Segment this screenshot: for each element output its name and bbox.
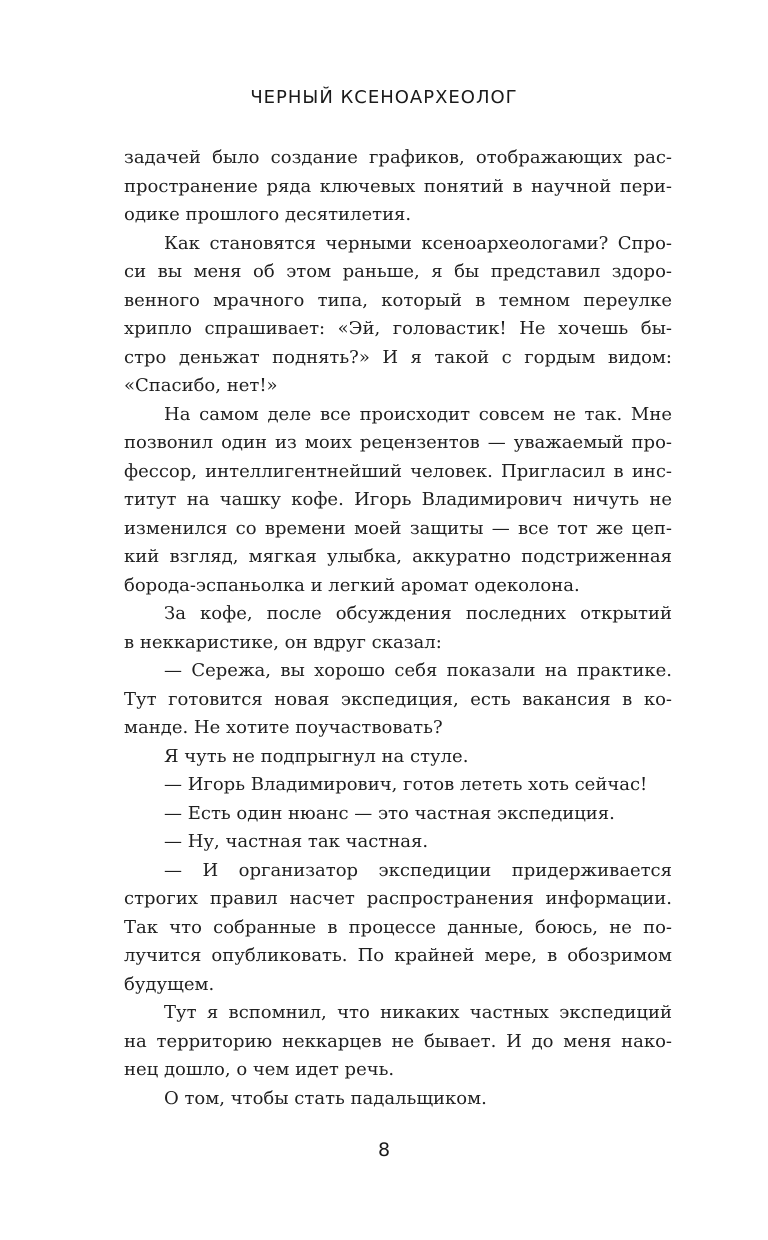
text-line: будущем.: [124, 973, 215, 995]
body-text: [124, 144, 672, 1113]
text-line: Тут я вспомнил, что никаких частных экспедиций: [164, 1002, 672, 1023]
text-line: Я чуть не подпрыгнул на стуле.: [164, 745, 469, 767]
text-line: Как становятся черными ксеноархеологами? Спро-: [164, 232, 672, 254]
text-line: Так что собранные в процессе данные, боюсь, не по-: [124, 916, 672, 938]
page-number: 8: [377, 1139, 391, 1161]
text-line: позвонил один из моих рецензентов — уважаемый про-: [124, 432, 672, 453]
text-line: кий взгляд, мягкая улыбка, аккуратно подстриженная: [124, 546, 672, 567]
dialogue-line: — Сережа, вы хорошо себя показали на практике.: [164, 660, 672, 681]
text-line: си вы меня об этом раньше, я бы представил здоро-: [124, 261, 672, 282]
text-line: О том, чтобы стать падальщиком.: [164, 1087, 487, 1109]
text-line: венного мрачного типа, который в темном переулке: [124, 289, 672, 311]
dialogue-line: — И организатор экспедиции придерживается: [164, 859, 672, 881]
text-line: лучится опубликовать. По крайней мере, в обозримом: [124, 945, 672, 966]
text-line: хрипло спрашивает: «Эй, головастик! Не хочешь бы-: [124, 318, 672, 339]
text-line: изменился со времени моей защиты — все тот же цеп-: [124, 517, 672, 539]
text-line: Тут готовится новая экспедиция, есть вакансия в ко-: [124, 688, 672, 710]
text-line: пространение ряда ключевых понятий в научной пери-: [124, 175, 672, 197]
text-line: титут на чашку кофе. Игорь Владимирович ничуть не: [124, 489, 672, 510]
text-line: фессор, интеллигентнейший человек. Пригласил в инс-: [124, 460, 672, 482]
text-line: манде. Не хотите поучаствовать?: [124, 717, 443, 738]
text-line: За кофе, после обсуждения последних открытий: [164, 603, 672, 624]
text-line: одике прошлого десятилетия.: [124, 204, 412, 225]
dialogue-line: — Есть один нюанс — это частная экспедиция.: [164, 802, 615, 824]
text-line: в неккаристике, он вдруг сказал:: [124, 631, 442, 653]
dialogue-line: — Игорь Владимирович, готов лететь хоть сейчас!: [164, 774, 648, 795]
text-line: «Спасибо, нет!»: [124, 375, 278, 396]
running-title: ЧЕРНЫЙ КСЕНОАРХЕОЛОГ: [250, 87, 518, 108]
text-line: стро деньжат поднять?» И я такой с гордым видом:: [124, 346, 672, 368]
dialogue-line: — Ну, частная так частная.: [164, 831, 429, 852]
text-line: задачей было создание графиков, отображающих рас-: [124, 147, 672, 168]
text-line: нец дошло, о чем идет речь.: [124, 1059, 395, 1080]
text-line: строгих правил насчет распространения информации.: [124, 888, 672, 909]
text-line: борода-эспаньолка и легкий аромат одеколона.: [124, 574, 580, 596]
text-line: На самом деле все происходит совсем не так. Мне: [164, 403, 672, 425]
text-line: на территорию неккарцев не бывает. И до меня нако-: [124, 1030, 672, 1052]
